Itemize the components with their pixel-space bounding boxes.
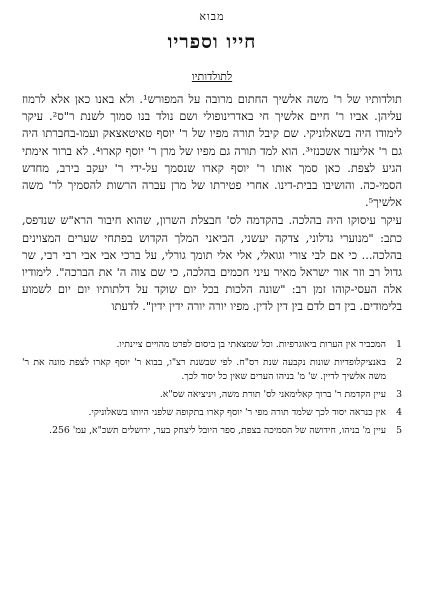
page-title: חייו וספריו [167,31,257,53]
body-paragraph: תולדותיו של ר' משה אלשיך החתום מרובה על המפורש¹. ולא באנו כאן אלא לרמוז עליהן. אביו ר' חיים אלשיך חי באדרינופולי ושם נולד בנו סמוך לשנת ר"ס². עיקר לימודו היה בשאלוניקי. שם קיבל תורה מפיו של ר' יוסף טאיטאצאק ועמו-בחברתו היה גם ר' אליעזר אשכנזי³. הוא למד תורה גם מפיו של מרן ר' יוסף קארו⁴. לא ברור אימתי הגיע לצפת. כאן סמך אותו ר' יוסף קארו שנסמך על-ידי ר' יעקב בירב, מחדש הסמי-כה. והושיבו בבית-דינו. אחרי פטירתו של מרן עברה הרשות להסמיך לר' משה אלשיך⁵. [22,92,402,210]
footnote-number: 5 [396,424,402,436]
footnote [22,338,402,352]
body-paragraph: עיקר עיסוקו היה בהלכה. בהקדמה לס' חבצלת השרון, שהוא חיבור הרא"ש שנדפס, כתב: "מנוערי גדלוני, צדקה יעשני, הביאני המלך הקדוש בפתחי שערים המצוינים בהלכה... כי אם לבי צורי וגואלי, אלי אלי תומך גורלי, על ברכי אבי אבי רבי רבי, שר גדול רב וזר אור ישראל מאיר עיני חכמים בהלכה, כי שם צוה ה' את הברכה". לימודיו אלה העסי-קוהו זמן רב: "שונה הלכות בכל יום שוקד על דלתותיו יום יום לשמוע בלימודים. בין דם לדם בין דין לדין. מפיו יורה יורה ידין ידין". לדעתו [22,213,402,314]
section-heading: לתולדותיו [191,70,233,83]
footnote-text: באנציקלופדיות שונות נקבעה שנת רס"ח. לפי שבשנת רצ"ו, בבוא ר' יוסף קארו לצפת מונה את ר' משה אלשיך לדיין. ש' מ' בניהו הערים שאין כל יסוד לכך. [22,356,386,382]
footnote-text: אין כנראה יסוד לכך שלמד תורה מפי ר' יוסף קארו בתקופה שלפני היותו בשאלוניקי. [88,406,386,418]
footnote-number: 1 [396,338,402,350]
footnote-number: 3 [396,388,402,400]
footnote-text: עיין מ' בניהו, חידושה של הסמיכה בצפת, ספר היובל ליצחק בער, ירושלים תשכ"א, עמ' 256. [49,424,386,436]
running-header: מבוא [199,10,225,23]
footnote [22,388,402,402]
footnote-number: 4 [396,406,402,418]
footnote [22,406,402,420]
footnote [22,356,402,384]
footnote-text: עיין הקדמת ר' ברוך קאלימאני לס' תורת משה, ויניציאה שס"א. [159,388,386,400]
footnote-text: המכביר אין הערות ביאוגרפיות. וכל שמצאתי בן ביסום לפרט מהויים ציינתיו. [116,338,386,350]
footnote [22,424,402,438]
body-text [22,91,402,316]
footnotes [22,338,402,438]
footnote-number: 2 [396,356,402,368]
